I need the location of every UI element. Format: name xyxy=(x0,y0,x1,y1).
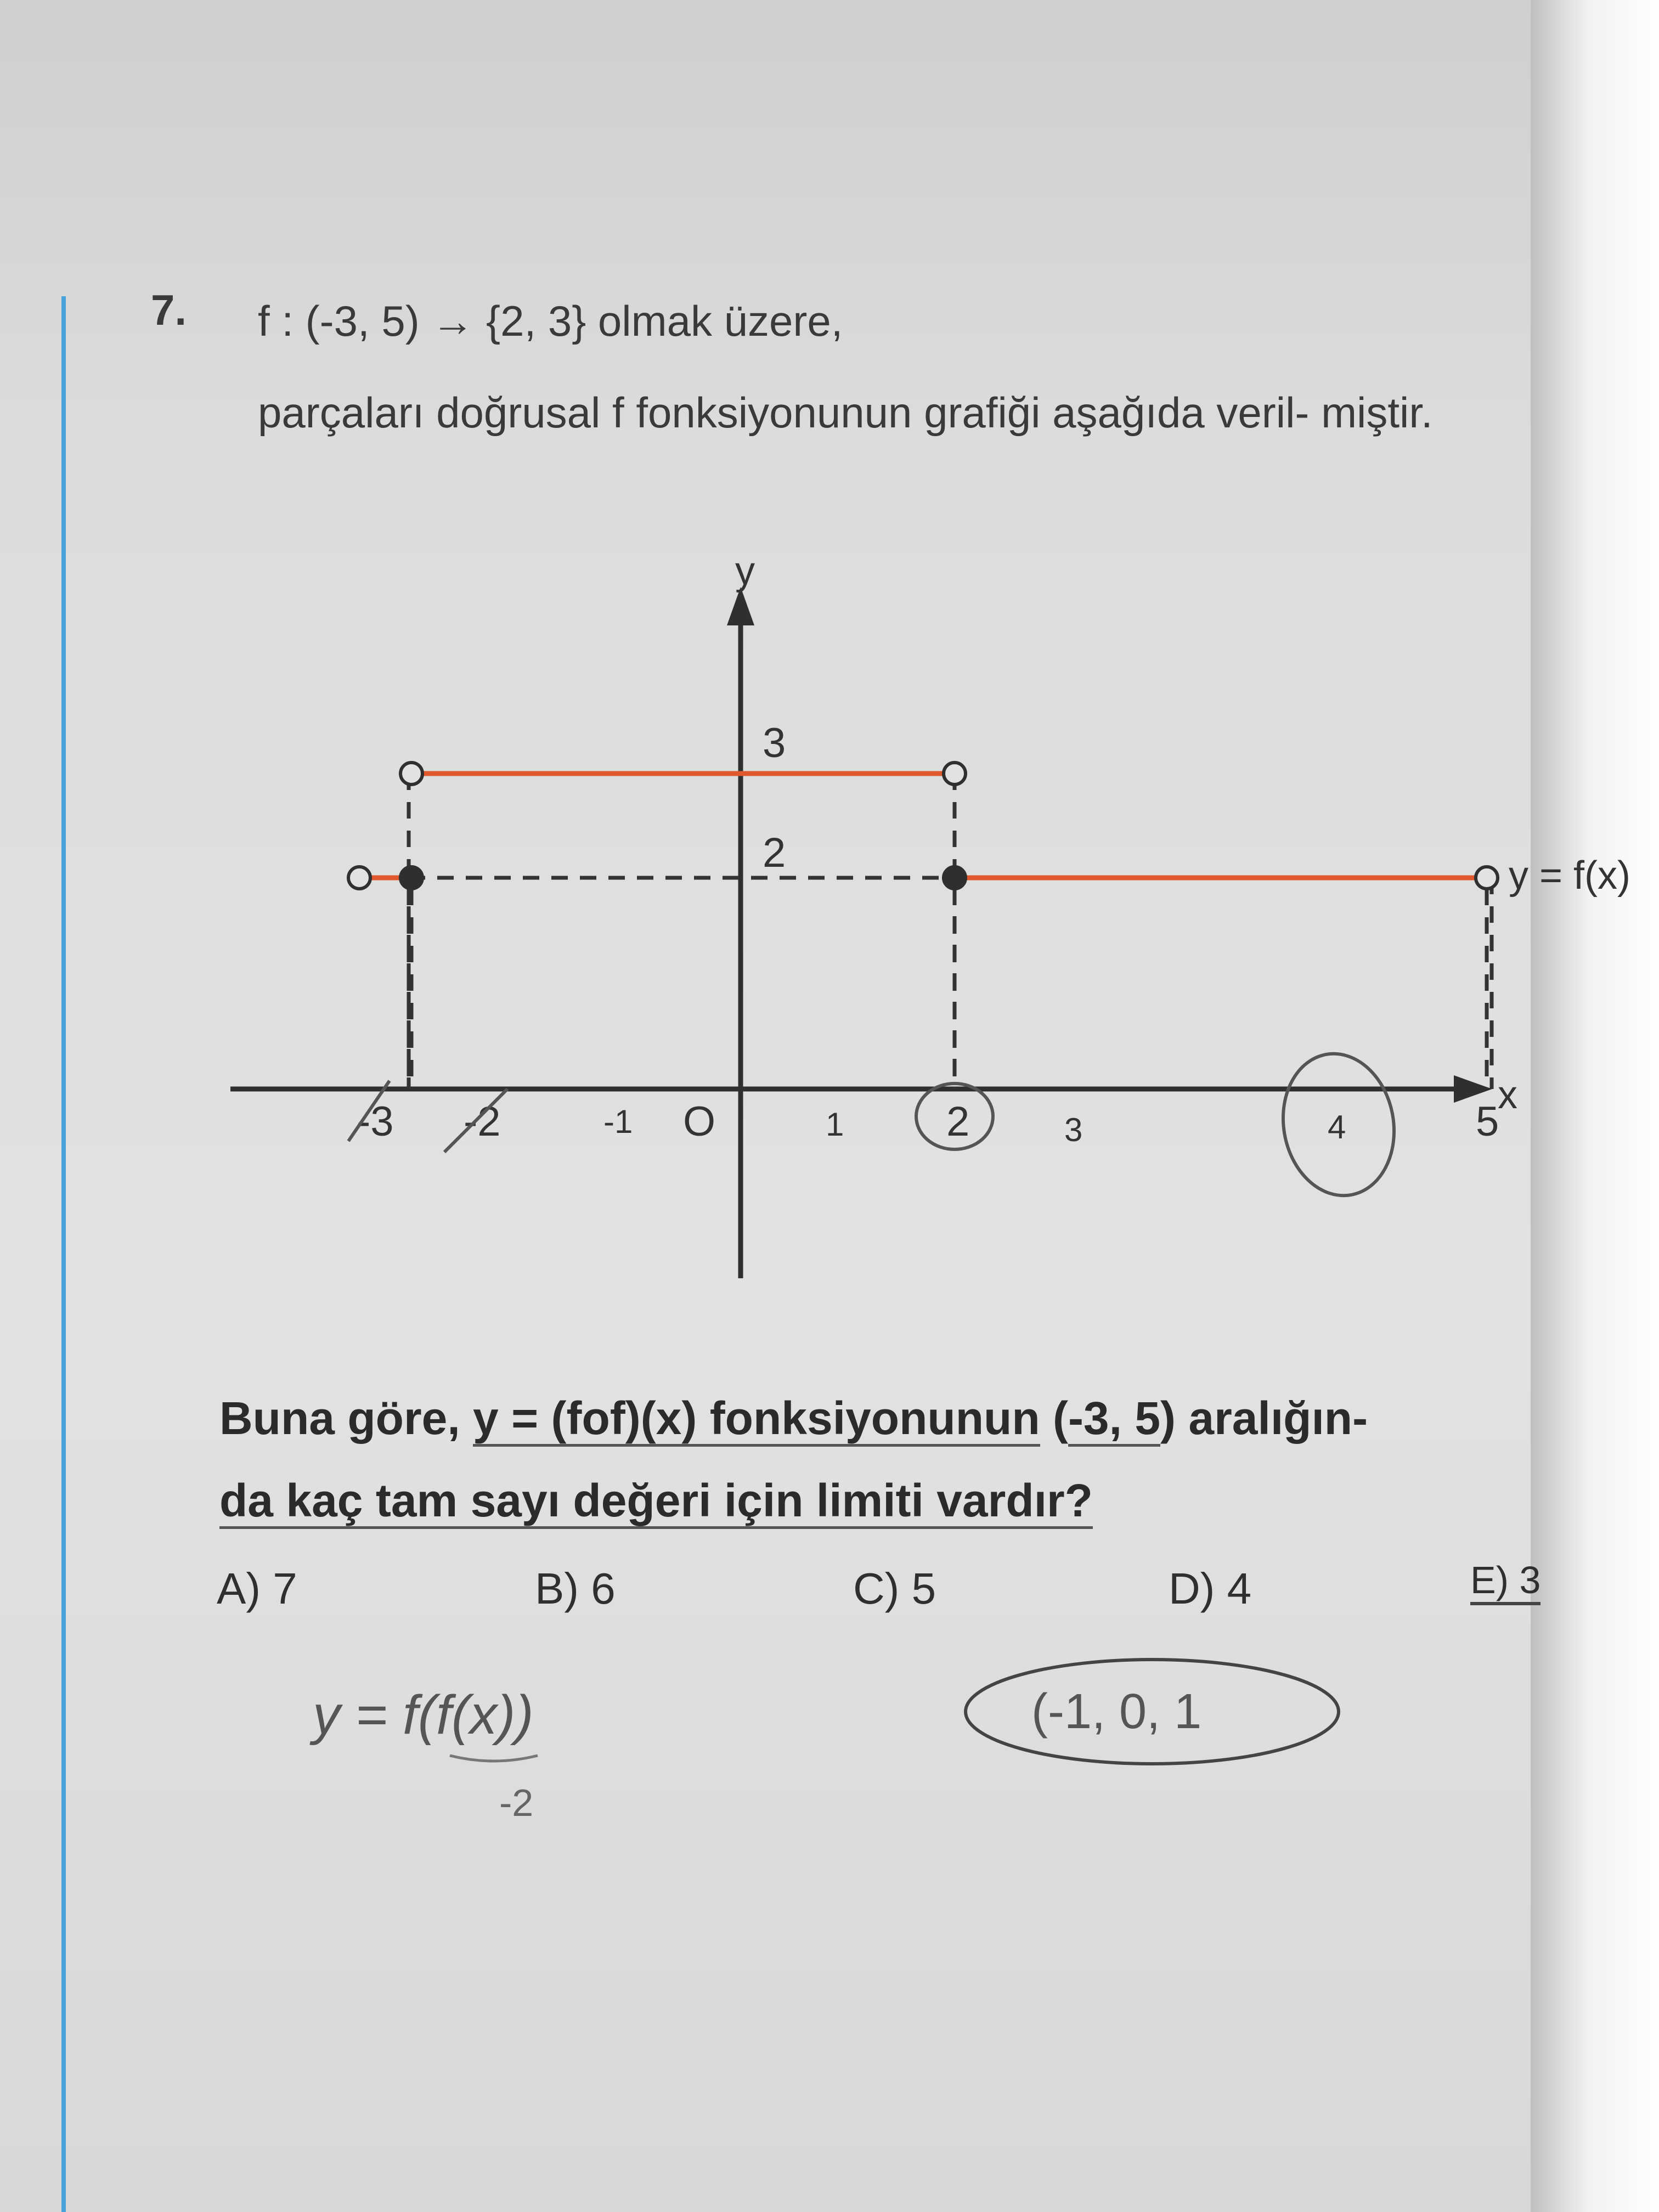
handwritten-mark-4: 4 xyxy=(1328,1109,1346,1146)
y-tick-3: 3 xyxy=(763,720,786,766)
option-e[interactable]: E) 3 xyxy=(1470,1558,1541,1605)
segment-1-left-open-point xyxy=(348,867,370,889)
y-tick-2: 2 xyxy=(763,830,786,876)
x-tick--2: -2 xyxy=(464,1098,501,1145)
handwritten-set: (-1, 0, 1 xyxy=(1031,1684,1202,1739)
prompt-part-6: da kaç tam sayı değeri için limiti vardır? xyxy=(219,1475,1093,1529)
option-b[interactable]: B) 6 xyxy=(535,1564,616,1613)
question-domain-line: f : (-3, 5) → {2, 3} olmak üzere, xyxy=(258,297,843,345)
handwritten-axis-marks xyxy=(348,1045,1405,1205)
handwritten-mark-neg1: -1 xyxy=(603,1103,633,1140)
y-axis-label: y xyxy=(735,549,755,593)
segment-2-right-open-point xyxy=(944,763,966,785)
origin-label: O xyxy=(683,1098,716,1145)
option-d[interactable]: D) 4 xyxy=(1169,1564,1252,1613)
function-graph xyxy=(208,538,1631,1306)
page-edge xyxy=(1531,0,1659,2212)
prompt-part-2: y = (fof)(x) fonksiyonunun xyxy=(473,1392,1040,1447)
x-tick-2: 2 xyxy=(946,1098,970,1145)
function-segments xyxy=(348,763,1498,889)
x-tick--3: -3 xyxy=(357,1098,394,1145)
segment-3-right-open-point xyxy=(1476,867,1498,889)
question-description: parçaları doğrusal f fonksiyonunun grafiği aşağıda veril- miştir. xyxy=(258,388,1433,437)
segment-3-left-closed-point xyxy=(944,867,966,889)
segment-1-right-closed-point xyxy=(400,867,422,889)
handwritten-mark-3: 3 xyxy=(1064,1111,1083,1148)
prompt-part-3: ( xyxy=(1040,1392,1068,1444)
handwritten-value: -2 xyxy=(499,1781,534,1824)
margin-line xyxy=(61,296,66,2212)
x-tick-5: 5 xyxy=(1476,1098,1499,1145)
prompt-part-4: -3, 5 xyxy=(1068,1392,1160,1447)
function-label: y = f(x) xyxy=(1509,854,1631,898)
x-axis-label: x xyxy=(1498,1073,1517,1117)
segment-2-left-open-point xyxy=(400,763,422,785)
handwritten-notes xyxy=(302,1657,1509,1887)
guide-lines xyxy=(409,774,1492,1089)
option-a[interactable]: A) 7 xyxy=(217,1564,297,1613)
handwritten-mark-1: 1 xyxy=(826,1106,844,1143)
handwritten-formula: y = f(f(x)) xyxy=(313,1684,534,1746)
prompt-part-5: ) aralığın- xyxy=(1160,1392,1368,1444)
option-c[interactable]: C) 5 xyxy=(853,1564,936,1613)
prompt-part-1: Buna göre, xyxy=(219,1392,473,1444)
question-number: 7. xyxy=(151,286,187,334)
question-prompt xyxy=(219,1377,1536,1542)
